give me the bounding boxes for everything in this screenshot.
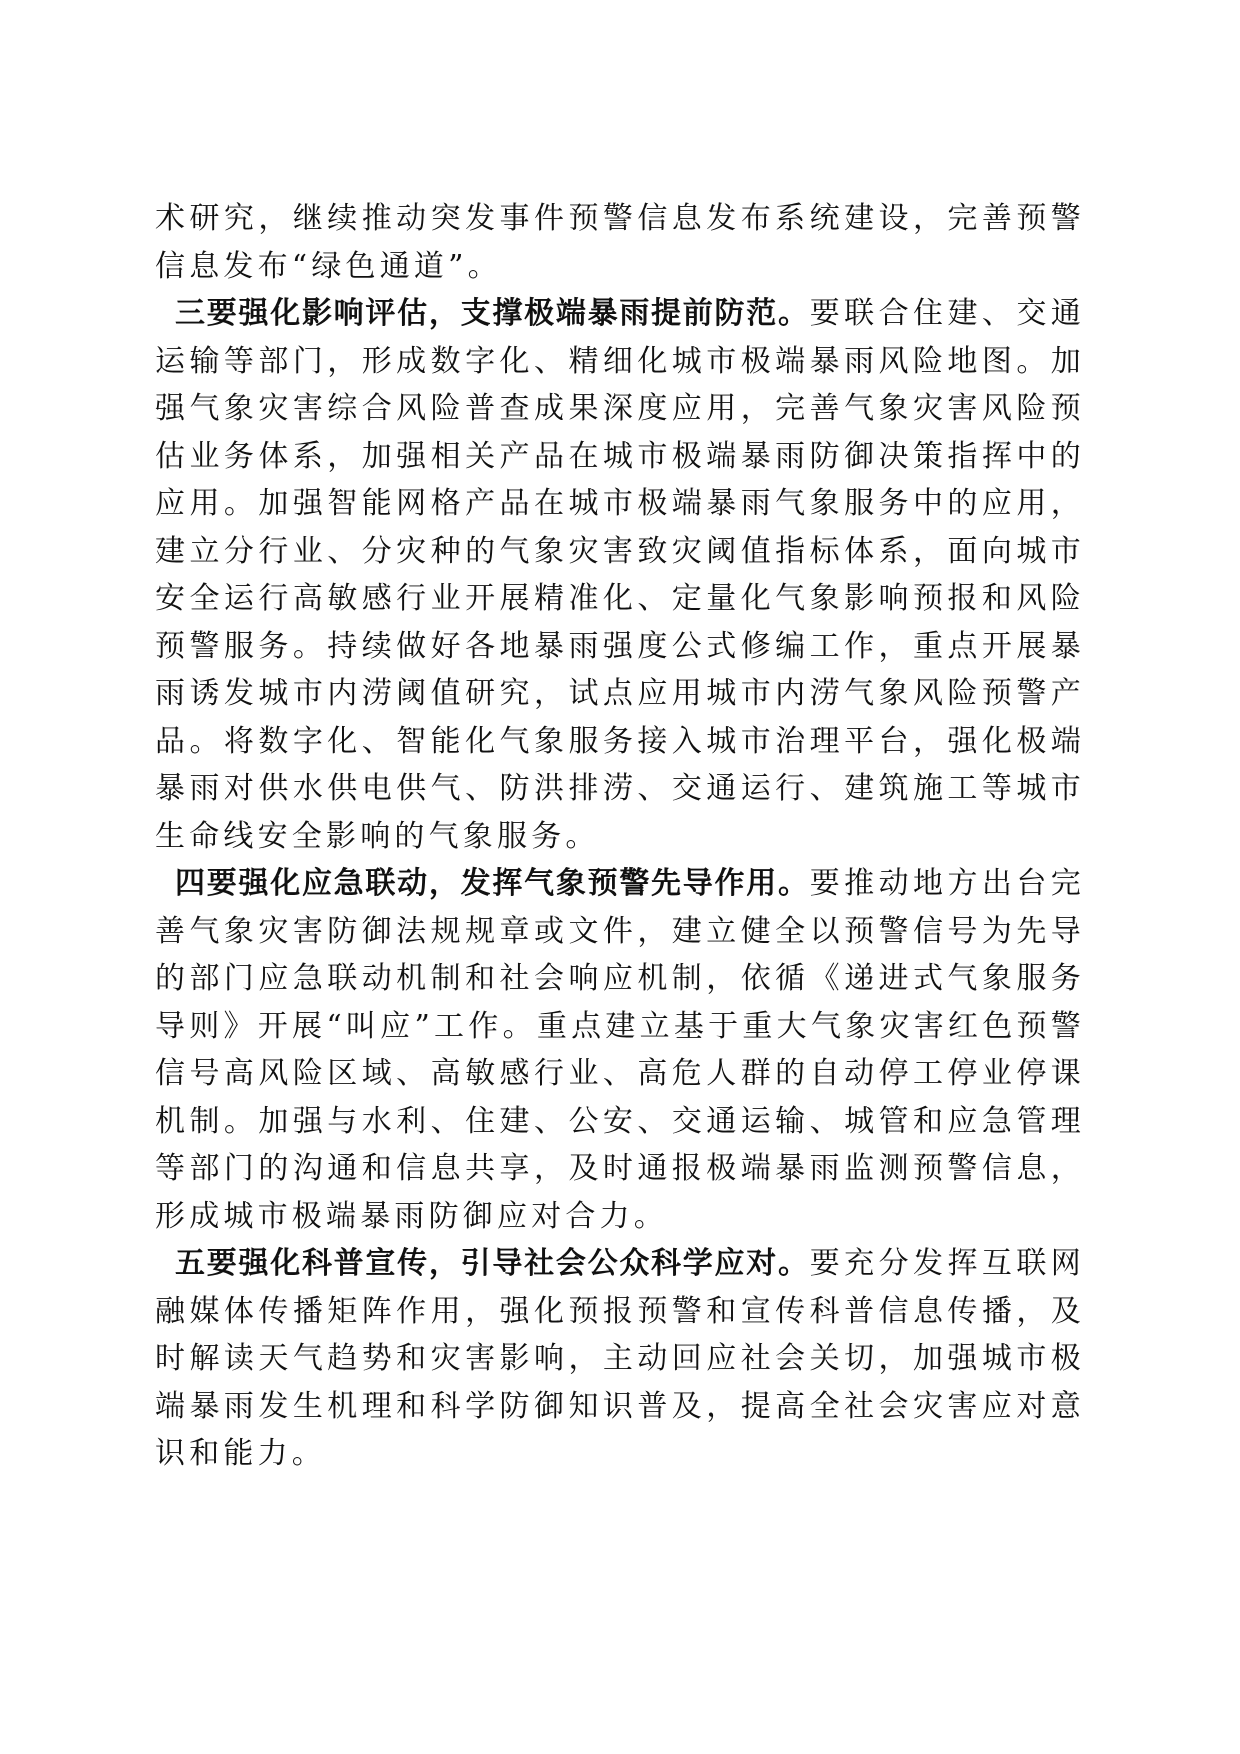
paragraph-text: 术研究，继续推动突发事件预警信息发布系统建设，完善预警信息发布“绿色通道”。: [155, 201, 1085, 284]
paragraph-text: 要联合住建、交通运输等部门，形成数字化、精细化城市极端暴雨风险地图。加强气象灾害综合风险普查成果深度应用，完善气象灾害风险预估业务体系，加强相关产品在城市极端暴雨防御决策指挥中的应用。加强智能网格产品在城市极端暴雨气象服务中的应用，建立分行业、分灾种的气象灾害致灾阈值指标体系，面向城市安全运行高敏感行业开展精准化、定量化气象影响预报和风险预警服务。持续做好各地暴雨强度公式修编工作，重点开展暴雨诱发城市内涝阈值研究，试点应用城市内涝气象风险预警产品。将数字化、智能化气象服务接入城市治理平台，强化极端暴雨对供水供电供气、防洪排涝、交通运行、建筑施工等城市生命线安全影响的气象服务。: [155, 296, 1085, 854]
paragraph-continuation: [155, 195, 1085, 290]
paragraph-science-publicity: [155, 1240, 1085, 1478]
paragraph-heading: 三要强化影响评估，支撑极端暴雨提前防范。: [175, 296, 810, 331]
paragraph-text: 要推动地方出台完善气象灾害防御法规规章或文件，建立健全以预警信号为先导的部门应急联动机制和社会响应机制，依循《递进式气象服务导则》开展“叫应”工作。重点建立基于重大气象灾害红色预警信号高风险区域、高敏感行业、高危人群的自动停工停业停课机制。加强与水利、住建、公安、交通运输、城管和应急管理等部门的沟通和信息共享，及时通报极端暴雨监测预警信息，形成城市极端暴雨防御应对合力。: [155, 866, 1085, 1234]
document-body: [155, 195, 1085, 1478]
paragraph-impact-assessment: [155, 290, 1085, 860]
paragraph-heading: 四要强化应急联动，发挥气象预警先导作用。: [175, 866, 810, 901]
paragraph-emergency-linkage: [155, 860, 1085, 1240]
paragraph-text: 要充分发挥互联网融媒体传播矩阵作用，强化预报预警和宣传科普信息传播，及时解读天气趋势和灾害影响，主动回应社会关切，加强城市极端暴雨发生机理和科学防御知识普及，提高全社会灾害应对意识和能力。: [155, 1246, 1085, 1471]
paragraph-heading: 五要强化科普宣传，引导社会公众科学应对。: [175, 1246, 810, 1281]
